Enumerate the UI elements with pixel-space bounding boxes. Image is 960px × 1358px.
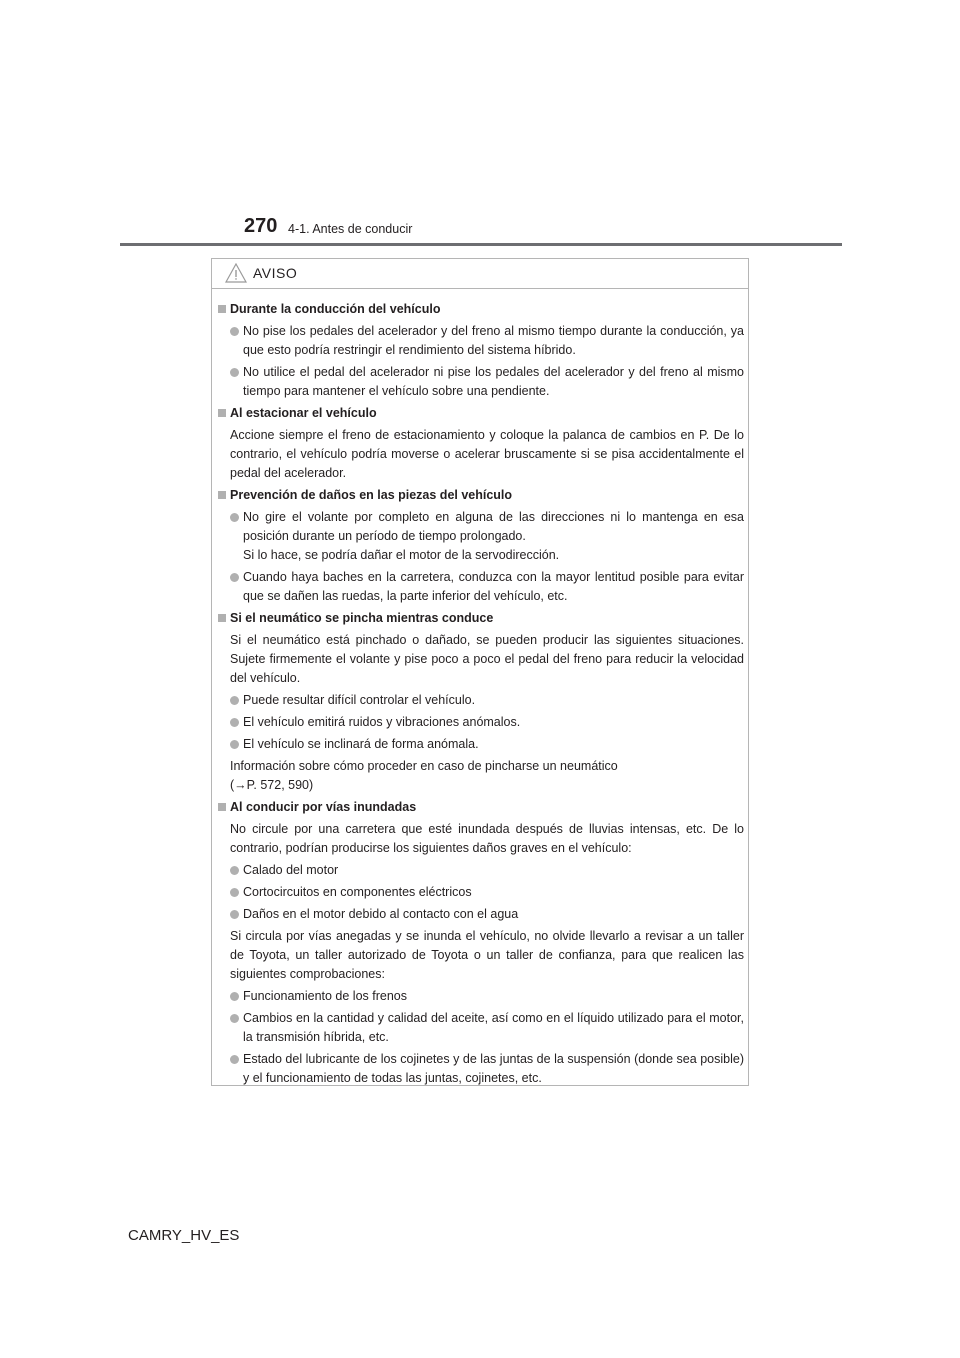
round-bullet-icon — [230, 992, 239, 1001]
section-paragraph: Si circula por vías anegadas y se inunda el vehículo, no olvide llevarlo a revisar a un taller de Toyota, un taller autorizado de Toyota o un taller de confianza, para que realicen las siguientes comprobaciones: — [230, 929, 744, 981]
section-heading-flat-tire: Si el neumático se pincha mientras conduce — [218, 609, 744, 628]
round-bullet-icon — [230, 888, 239, 897]
warning-notice-box — [211, 258, 749, 1086]
list-item: Funcionamiento de los frenos — [218, 987, 744, 1006]
list-item: No utilice el pedal del acelerador ni pise los pedales del acelerador y del freno al mismo tiempo para mantener el vehículo sobre una pendiente. — [218, 363, 744, 401]
list-item: El vehículo emitirá ruidos y vibraciones anómalos. — [218, 713, 744, 732]
square-bullet-icon — [218, 409, 226, 417]
square-bullet-icon — [218, 305, 226, 313]
list-item: Daños en el motor debido al contacto con el agua — [218, 905, 744, 924]
list-item: Puede resultar difícil controlar el vehículo. — [218, 691, 744, 710]
round-bullet-icon — [230, 910, 239, 919]
warning-triangle-icon — [225, 263, 247, 283]
section-paragraph: Si el neumático está pinchado o dañado, se pueden producir las siguientes situaciones. Sujete firmemente el volante y pise poco a poco el pedal del freno para reducir la velocidad del vehículo. — [230, 633, 744, 685]
notice-title: AVISO — [253, 265, 298, 281]
section-heading-damage-prevention: Prevención de daños en las piezas del vehículo — [218, 486, 744, 505]
model-code-footer: CAMRY_HV_ES — [128, 1227, 240, 1244]
notice-header — [212, 259, 748, 289]
list-item: Estado del lubricante de los cojinetes y de las juntas de la suspensión (donde sea posible) y el funcionamiento de todas las juntas, cojinetes, etc. — [218, 1050, 744, 1088]
section-paragraph: No circule por una carretera que esté inundada después de lluvias intensas, etc. De lo contrario, podrían producirse los siguientes daños graves en el vehículo: — [230, 822, 744, 855]
round-bullet-icon — [230, 1055, 239, 1064]
section-title: 4-1. Antes de conducir — [288, 222, 413, 236]
page-reference: (→P. 572, 590) — [230, 778, 314, 792]
round-bullet-icon — [230, 866, 239, 875]
round-bullet-icon — [230, 368, 239, 377]
round-bullet-icon — [230, 718, 239, 727]
page-number: 270 — [244, 215, 278, 237]
section-paragraph: Accione siempre el freno de estacionamiento y coloque la palanca de cambios en P. De lo contrario, el vehículo podría moverse o acelerar bruscamente si se pisa accidentalmente el pedal del acelerador. — [230, 428, 744, 480]
list-item: Cortocircuitos en componentes eléctricos — [218, 883, 744, 902]
list-item: No pise los pedales del acelerador y del freno al mismo tiempo durante la conducción, ya que esto podría restringir el rendimiento del sistema híbrido. — [218, 322, 744, 360]
round-bullet-icon — [230, 327, 239, 336]
header-divider — [120, 243, 842, 246]
section-heading-driving: Durante la conducción del vehículo — [218, 300, 744, 319]
square-bullet-icon — [218, 491, 226, 499]
square-bullet-icon — [218, 614, 226, 622]
section-heading-flooded-roads: Al conducir por vías inundadas — [218, 798, 744, 817]
square-bullet-icon — [218, 803, 226, 811]
list-item: No gire el volante por completo en alguna de las direcciones ni lo mantenga en esa posición durante un período de tiempo prolongado. Si lo hace, se podría dañar el motor de la servodirección. — [218, 508, 744, 565]
round-bullet-icon — [230, 573, 239, 582]
round-bullet-icon — [230, 1014, 239, 1023]
section-heading-parking: Al estacionar el vehículo — [218, 404, 744, 423]
list-item: Cambios en la cantidad y calidad del aceite, así como en el líquido utilizado para el motor, la transmisión híbrida, etc. — [218, 1009, 744, 1047]
round-bullet-icon — [230, 740, 239, 749]
notice-content — [218, 300, 744, 1091]
section-paragraph: Información sobre cómo proceder en caso de pincharse un neumático (→P. 572, 590) — [230, 759, 618, 792]
list-item: Cuando haya baches en la carretera, conduzca con la mayor lentitud posible para evitar que se dañen las ruedas, la parte inferior del vehículo, etc. — [218, 568, 744, 606]
list-item: El vehículo se inclinará de forma anómala. — [218, 735, 744, 754]
round-bullet-icon — [230, 696, 239, 705]
round-bullet-icon — [230, 513, 239, 522]
list-item: Calado del motor — [218, 861, 744, 880]
